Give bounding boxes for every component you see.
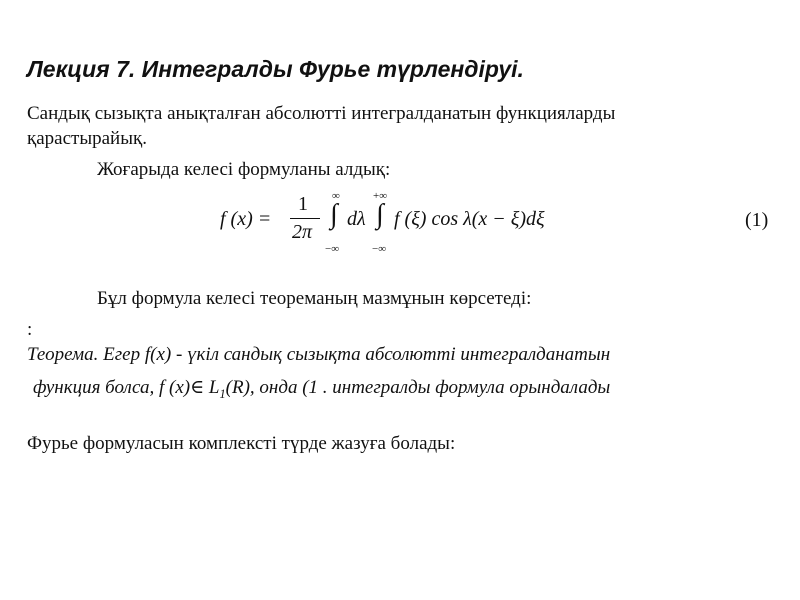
formula-denominator: 2π	[292, 221, 313, 243]
formula-dlambda: dλ	[347, 208, 366, 230]
theorem-math: f (x)∈ L	[158, 377, 220, 398]
integral-2-lower-limit: −∞	[372, 243, 387, 255]
complex-form-line: Фурье формуласын комплексті түрде жазуға болады:	[27, 433, 456, 454]
integral-1-sign: ∫	[330, 199, 338, 230]
fraction-bar	[290, 218, 320, 219]
theorem-math-end: (R),	[225, 377, 255, 398]
theorem-line-2	[33, 378, 610, 400]
paragraph-line-2: қарастырайық.	[27, 128, 147, 149]
formula-lhs: f (x) =	[220, 208, 272, 230]
integral-1-upper-limit: ∞	[332, 190, 340, 202]
theorem-line-2-start: функция болса,	[33, 377, 159, 398]
formula-integrand: f (ξ) cos λ(x − ξ)dξ	[394, 208, 545, 230]
integral-2-upper-limit: +∞	[373, 190, 388, 202]
paragraph-line-1: Сандық сызықта анықталған абсолютті интегралданатын функцияларды	[27, 103, 616, 124]
theorem-math-subscript: 1	[219, 386, 226, 401]
theorem-intro: Бұл формула келесі теореманың мазмұнын көрсетеді:	[97, 288, 532, 309]
integral-1-lower-limit: −∞	[325, 243, 340, 255]
intro-line: Жоғарыда келесі формуланы алдық:	[97, 159, 391, 180]
colon-line: :	[27, 319, 33, 340]
integral-2-sign: ∫	[376, 199, 384, 230]
theorem-line-1: Теорема. Егер f(x) - үкіл сандық сызықта абсолютті интегралданатын	[27, 344, 611, 365]
formula-numerator: 1	[298, 193, 308, 215]
theorem-line-2-end: онда (1 . интегралды формула орындалады	[254, 377, 611, 398]
slide-title: Лекция 7. Интегралды Фурье түрлендіруі.	[27, 56, 524, 82]
equation-number: (1)	[745, 209, 769, 231]
